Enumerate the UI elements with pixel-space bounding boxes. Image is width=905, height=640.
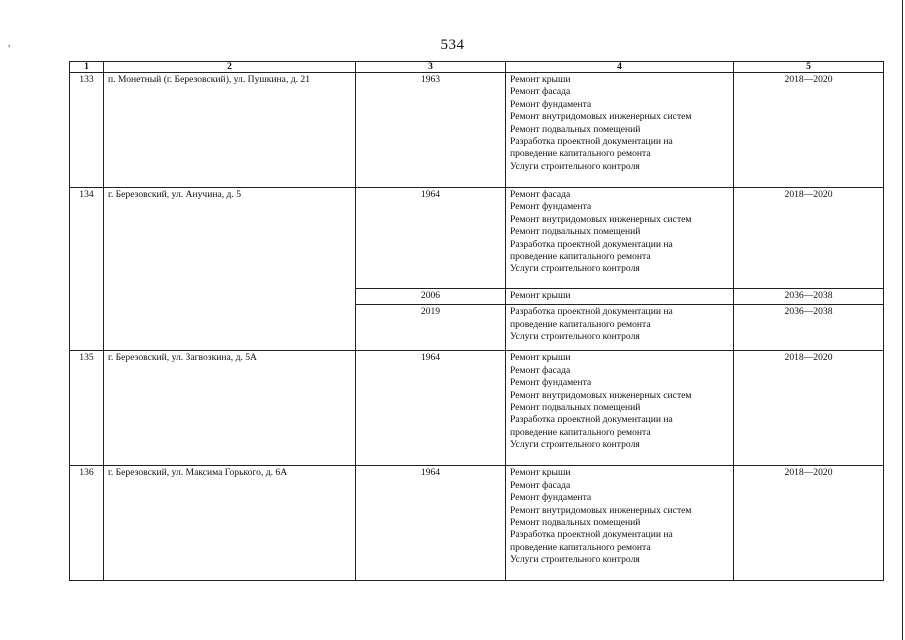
work-item: Разработка проектной документации на <box>510 238 673 250</box>
works-cell <box>506 289 734 305</box>
work-item: Ремонт подвальных помещений <box>510 517 641 529</box>
work-item: Разработка проектной документации на <box>510 136 673 148</box>
address-cell: г. Березовский, ул. Анучина, д. 5 <box>104 188 356 351</box>
year-cell: 2006 <box>356 289 506 305</box>
period-cell: 2018—2020 <box>734 73 884 188</box>
table-row <box>70 188 884 289</box>
column-header: 5 <box>734 62 884 73</box>
work-item: Ремонт фасада <box>510 364 571 376</box>
work-item: Ремонт фасада <box>510 479 571 491</box>
scan-mark: , <box>8 38 11 49</box>
period-cell: 2036—2038 <box>734 305 884 351</box>
work-item: проведение капитального ремонта <box>510 318 651 330</box>
work-item: проведение капитального ремонта <box>510 148 651 160</box>
works-cell <box>506 188 734 289</box>
column-header: 2 <box>104 62 356 73</box>
work-item: проведение капитального ремонта <box>510 426 651 438</box>
period-cell: 2036—2038 <box>734 289 884 305</box>
table-row <box>70 466 884 581</box>
work-item: Ремонт подвальных помещений <box>510 226 641 238</box>
work-item: Услуги строительного контроля <box>510 554 640 566</box>
year-cell: 1963 <box>356 73 506 188</box>
year-cell: 1964 <box>356 351 506 466</box>
work-item: Ремонт фасада <box>510 86 571 98</box>
works-cell <box>506 351 734 466</box>
table-body <box>70 73 884 581</box>
work-item: Услуги строительного контроля <box>510 263 640 275</box>
table-row <box>70 73 884 188</box>
work-item: Разработка проектной документации на <box>510 414 673 426</box>
year-cell: 2019 <box>356 305 506 351</box>
work-item: Разработка проектной документации на <box>510 306 673 318</box>
work-item: Услуги строительного контроля <box>510 331 640 343</box>
address-cell: г. Березовский, ул. Максима Горького, д. 6А <box>104 466 356 581</box>
work-item: Ремонт фасада <box>510 189 571 200</box>
year-cell: 1964 <box>356 188 506 289</box>
work-item: Ремонт крыши <box>510 74 571 85</box>
row-number-cell: 134 <box>70 188 104 351</box>
right-scan-edge <box>902 0 903 640</box>
work-item: Ремонт фундамента <box>510 492 592 504</box>
work-item: Ремонт фундамента <box>510 377 592 389</box>
page-number: 534 <box>440 37 465 53</box>
work-item: Ремонт внутридомовых инженерных систем <box>510 504 692 516</box>
address-cell: г. Березовский, ул. Загвозкина, д. 5А <box>104 351 356 466</box>
work-item: Услуги строительного контроля <box>510 160 640 172</box>
work-item: Ремонт крыши <box>510 467 571 479</box>
works-cell <box>506 466 734 581</box>
year-cell: 1964 <box>356 466 506 581</box>
work-item: Ремонт фундамента <box>510 201 592 213</box>
row-number-cell: 135 <box>70 351 104 466</box>
period-cell: 2018—2020 <box>734 351 884 466</box>
work-item: Ремонт внутридомовых инженерных систем <box>510 389 692 401</box>
work-item: Ремонт крыши <box>510 290 571 301</box>
period-cell: 2018—2020 <box>734 188 884 289</box>
period-cell: 2018—2020 <box>734 466 884 581</box>
work-item: Ремонт внутридомовых инженерных систем <box>510 213 692 225</box>
work-item: проведение капитального ремонта <box>510 251 651 263</box>
header-row <box>70 62 884 73</box>
works-cell <box>506 73 734 188</box>
register-table <box>69 61 884 581</box>
row-number-cell: 133 <box>70 73 104 188</box>
column-header: 1 <box>70 62 104 73</box>
work-item: Ремонт фундамента <box>510 98 592 110</box>
work-item: Ремонт внутридомовых инженерных систем <box>510 111 692 123</box>
column-header: 4 <box>506 62 734 73</box>
address-cell: п. Монетный (г. Березовский), ул. Пушкина, д. 21 <box>104 73 356 188</box>
work-item: Ремонт крыши <box>510 352 571 364</box>
row-number-cell: 136 <box>70 466 104 581</box>
work-item: Ремонт подвальных помещений <box>510 123 641 135</box>
work-item: Разработка проектной документации на <box>510 529 673 541</box>
column-header: 3 <box>356 62 506 73</box>
work-item: Ремонт подвальных помещений <box>510 402 641 414</box>
works-cell <box>506 305 734 351</box>
work-item: проведение капитального ремонта <box>510 541 651 553</box>
work-item: Услуги строительного контроля <box>510 439 640 451</box>
table-row <box>70 351 884 466</box>
